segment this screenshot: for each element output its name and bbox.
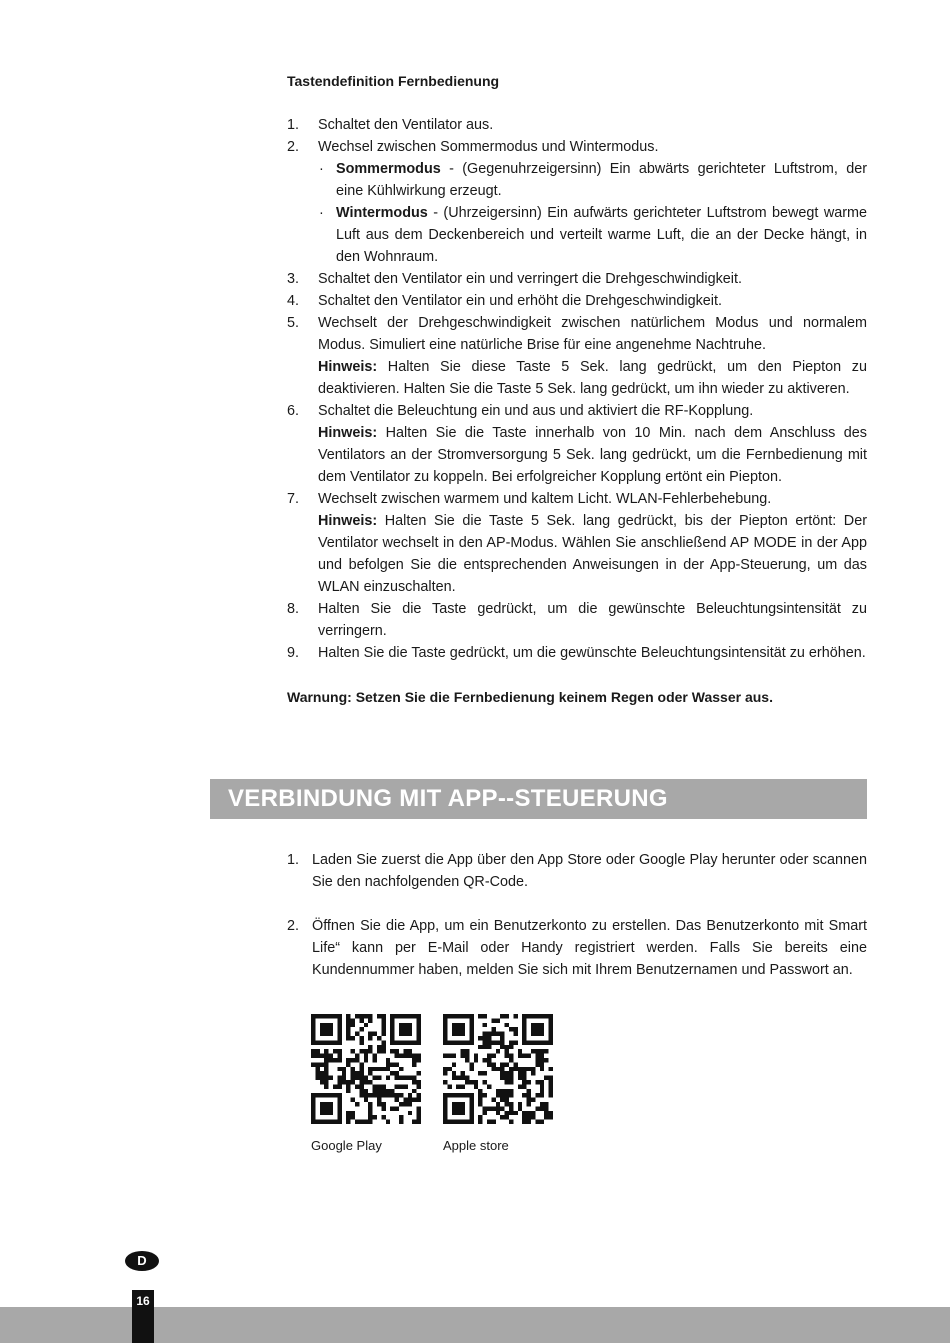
list-item — [287, 114, 867, 136]
qr-code-icon[interactable] — [311, 1014, 421, 1124]
list-item — [287, 312, 867, 400]
item-text: Halten Sie die Taste gedrückt, um die gewünschte Beleuchtungsintensität zu verringern. — [318, 601, 867, 639]
list-item — [287, 915, 867, 981]
item-number: 8. — [287, 601, 300, 617]
qr-label: Google Play — [311, 1138, 382, 1153]
section-title-bar — [210, 779, 867, 819]
note-label: Hinweis: — [318, 425, 378, 441]
note — [318, 356, 867, 400]
language-badge: D — [125, 1251, 159, 1271]
mode-label: Wintermodus — [336, 205, 428, 221]
item-number: 1. — [287, 852, 300, 868]
mode-label: Sommermodus — [336, 161, 441, 177]
qr-apple-store — [443, 1014, 575, 1153]
item-text: Schaltet die Beleuchtung ein und aus und aktiviert die RF-Kopplung. — [318, 403, 754, 419]
list-item — [287, 136, 867, 268]
list-item — [287, 268, 867, 290]
item-text: Schaltet den Ventilator ein und erhöht die Drehgeschwindigkeit. — [318, 293, 722, 309]
item-number: 4. — [287, 293, 300, 309]
note-label: Hinweis: — [318, 359, 378, 375]
page-number: 16 — [132, 1290, 154, 1343]
note-text: Halten Sie die Taste innerhalb von 10 Min. nach dem Anschluss des Ventilators an der Stromversorgung 5 Sek. lang gedrückt, um die Fernbedienung mit dem Ventilator zu koppeln. Bei erfolgreicher Kopplung ertönt ein Piepton. — [318, 425, 867, 485]
bullet: · — [319, 205, 324, 221]
note — [318, 510, 867, 598]
item-text: Wechselt der Drehgeschwindigkeit zwischen natürlichem Modus und normalem Modus. Simuliert eine natürliche Brise für eine angenehme Nachtruhe. — [318, 315, 867, 353]
section-title: VERBINDUNG MIT APP--STEUERUNG — [228, 785, 668, 812]
mode-text: - (Gegenuhrzeigersinn) Ein abwärts gerichteter Luftstrom, der eine Kühlwirkung erzeugt. — [336, 161, 867, 199]
mode-text: - (Uhrzeigersinn) Ein aufwärts gerichteter Luftstrom bewegt warme Luft aus dem Deckenbereich und verteilt warme Luft, die an der Decke hängt, in den Wohnraum. — [336, 205, 867, 265]
note-text: Halten Sie die Taste 5 Sek. lang gedrückt, bis der Piepton ertönt: Der Ventilator wechselt in den AP-Modus. Wählen Sie anschließend AP MODE in der App und befolgen Sie die entsprechenden Anweisungen in der App-Steuerung, um das WLAN einzuschalten. — [318, 513, 867, 595]
mode-list — [318, 158, 867, 268]
qr-label: Apple store — [443, 1138, 509, 1153]
list-item — [287, 400, 867, 488]
item-text: Wechselt zwischen warmem und kaltem Licht. WLAN-Fehlerbehebung. — [318, 491, 772, 507]
qr-google-play — [311, 1014, 443, 1153]
note-text: Halten Sie diese Taste 5 Sek. lang gedrückt, um den Piepton zu deaktivieren. Halten Sie die Taste 5 Sek. lang gedrückt, um ihn wieder zu aktiveren. — [318, 359, 867, 397]
app-steps — [287, 849, 867, 981]
qr-code-icon[interactable] — [443, 1014, 553, 1124]
list-item — [287, 598, 867, 642]
list-item — [287, 642, 867, 664]
note-label: Hinweis: — [318, 513, 378, 529]
list-item — [287, 488, 867, 598]
item-number: 1. — [287, 117, 300, 133]
remote-section — [287, 70, 867, 708]
note — [318, 422, 867, 488]
list-item — [287, 290, 867, 312]
qr-codes — [311, 1014, 575, 1153]
item-text: Wechsel zwischen Sommermodus und Wintermodus. — [318, 139, 659, 155]
item-text: Schaltet den Ventilator aus. — [318, 117, 494, 133]
item-number: 6. — [287, 403, 300, 419]
mode-winter — [318, 202, 867, 268]
item-text: Halten Sie die Taste gedrückt, um die gewünschte Beleuchtungsintensität zu erhöhen. — [318, 645, 866, 661]
bullet: · — [319, 161, 324, 177]
item-text: Laden Sie zuerst die App über den App Store oder Google Play herunter oder scannen Sie den nachfolgenden QR-Code. — [312, 852, 867, 890]
remote-heading: Tastendefinition Fernbedienung — [287, 73, 500, 89]
list-item — [287, 849, 867, 893]
mode-summer — [318, 158, 867, 202]
item-text: Schaltet den Ventilator ein und verringert die Drehgeschwindigkeit. — [318, 271, 742, 287]
item-text: Öffnen Sie die App, um ein Benutzerkonto zu erstellen. Das Benutzerkonto mit Smart Life“ kann per E-Mail oder Handy registriert werden. Falls Sie bereits eine Kundennummer haben, melden Sie sich mit Ihrem Benutzernamen und Passwort an. — [312, 918, 867, 978]
item-number: 3. — [287, 271, 300, 287]
remote-key-list — [287, 114, 867, 664]
item-number: 5. — [287, 315, 300, 331]
item-number: 2. — [287, 918, 300, 934]
item-number: 7. — [287, 491, 300, 507]
item-number: 2. — [287, 139, 300, 155]
warning-text: Warnung: Setzen Sie die Fernbedienung keinem Regen oder Wasser aus. — [287, 689, 773, 705]
item-number: 9. — [287, 645, 300, 661]
